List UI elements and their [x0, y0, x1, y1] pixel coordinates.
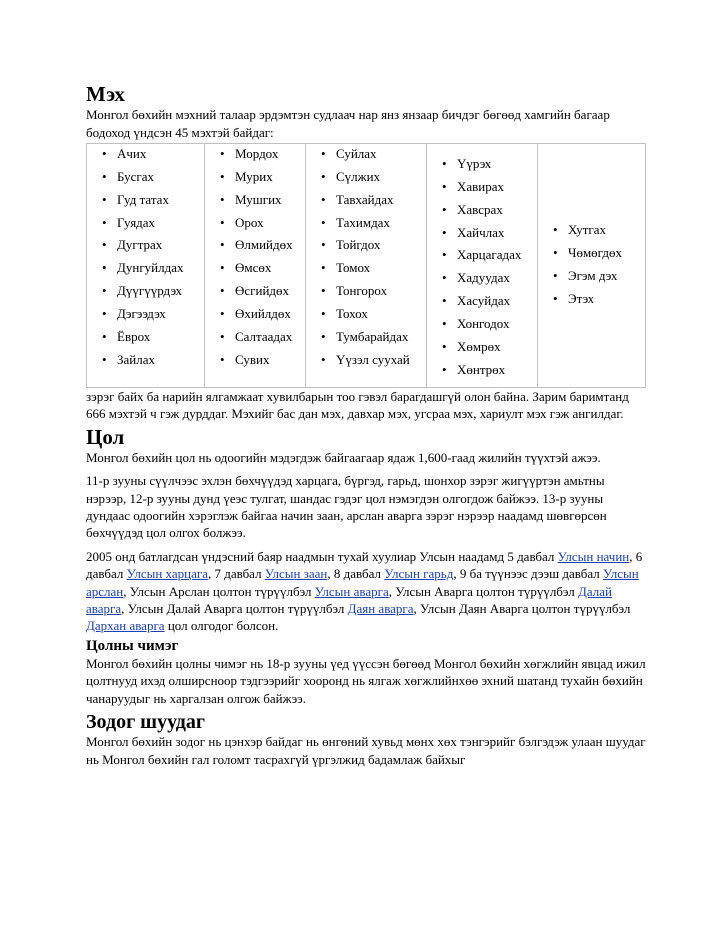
- list-item: [306, 283, 426, 300]
- tsol-paragraph-3: [86, 548, 646, 635]
- list-item: [87, 352, 204, 369]
- bullet-icon: •: [442, 224, 447, 240]
- technique-name: Чөмөгдөх: [568, 244, 622, 260]
- link-ulsyn-nachin[interactable]: Улсын начин: [557, 548, 630, 564]
- technique-name: Өмсөх: [235, 260, 272, 276]
- chimeg-paragraph: Монгол бөхийн цолны чимэг нь 18-р зууны үед үүссэн бөгөөд Монгол бөхийн хөгжлийн явцад ижил цолтнууд ихэд олширсноор тэдгээрийг хооронд нь ялгаж хөгжлийнхөө эхний шатанд тухайн бөхийн чанаруудыг нь харгалзан олгож байжээ.: [86, 656, 646, 706]
- techniques-column-2: [205, 143, 306, 387]
- list-item: [87, 169, 204, 186]
- technique-name: Ачих: [117, 145, 147, 161]
- list-item: [306, 169, 426, 186]
- bullet-icon: •: [321, 283, 326, 299]
- bullet-icon: •: [442, 247, 447, 263]
- technique-name: Тохох: [336, 306, 368, 322]
- text-segment: , Улсын Даян Аварга цолтон түрүүлбэл: [413, 600, 631, 616]
- bullet-icon: •: [321, 306, 326, 322]
- list-item: [427, 179, 537, 196]
- technique-name: Хөнтрөх: [457, 361, 506, 377]
- technique-name: Сувих: [235, 351, 270, 367]
- bullet-icon: •: [321, 329, 326, 345]
- technique-name: Үүрэх: [457, 155, 492, 171]
- technique-name: Хайчлах: [457, 224, 505, 240]
- bullet-icon: •: [102, 283, 107, 299]
- technique-name: Томох: [336, 260, 371, 276]
- link-ulsyn-arslan[interactable]: Улсын арслан: [86, 566, 639, 599]
- list-item: [427, 156, 537, 173]
- techniques-column-5: [538, 143, 646, 387]
- list-item: [87, 215, 204, 232]
- text-segment: , Улсын Далай Аварга цолтон түрүүлбэл: [121, 600, 348, 616]
- list-item: [306, 306, 426, 323]
- bullet-icon: •: [321, 351, 326, 367]
- list-item: [427, 225, 537, 242]
- bullet-icon: •: [442, 316, 447, 332]
- technique-name: Суйлах: [336, 145, 377, 161]
- techniques-table: [86, 143, 646, 388]
- text-segment: , 8 давбал: [327, 566, 385, 582]
- bullet-icon: •: [321, 214, 326, 230]
- link-dayan-avarga[interactable]: Даян аварга: [347, 600, 414, 616]
- technique-name: Тумбарайдах: [336, 329, 409, 345]
- list-item: [427, 293, 537, 310]
- text-segment: 2005 онд батлагдсан үндэсний баяр наадмын тухай хуулиар Улсын наадамд 5 давбал: [86, 548, 558, 564]
- bullet-icon: •: [102, 214, 107, 230]
- text-segment: , 9 ба түүнээс дээш давбал: [453, 566, 603, 582]
- technique-name: Хадуудах: [457, 270, 510, 286]
- techniques-column-3: [306, 143, 427, 387]
- section-title-zodog: Зодог шуудаг: [86, 711, 206, 734]
- technique-name: Гуядах: [117, 214, 156, 230]
- technique-name: Дунгуйлдах: [117, 260, 184, 276]
- article-page: [86, 83, 646, 768]
- technique-name: Тонгорох: [336, 283, 388, 299]
- list-item: [205, 169, 305, 186]
- list-item: [306, 192, 426, 209]
- bullet-icon: •: [220, 260, 225, 276]
- techniques-column-1: [87, 143, 205, 387]
- bullet-icon: •: [102, 329, 107, 345]
- technique-name: Тахимдах: [336, 214, 390, 230]
- list-item: [205, 352, 305, 369]
- tsol-paragraph-2: 11-р зууны сүүлчээс эхлэн бөхчүүдэд харцага, бүргэд, гарьд, шонхор зэрэг жигүүртэн амьтны нэрээр, 12-р зууны дунд үеэс тулгат, шандас гэдэг цол нэмэгдэн олгогдож байжээ. 13-р зууны дундаас одоогийн хэрэглэж байгаа начин заан, арслан аварга зэрэг нэрээр наадамд шөвгөрсөн бөхчүүдэд цол олгох болжээ.: [86, 473, 607, 541]
- link-ulsyn-avarga[interactable]: Улсын аварга: [314, 583, 389, 599]
- technique-name: Мушгих: [235, 191, 282, 207]
- list-item: [205, 306, 305, 323]
- bullet-icon: •: [220, 214, 225, 230]
- list-item: [87, 306, 204, 323]
- link-ulsyn-kharcaga[interactable]: Улсын харцага: [126, 566, 208, 582]
- bullet-icon: •: [442, 339, 447, 355]
- list-item: [87, 260, 204, 277]
- link-ulsyn-garid[interactable]: Улсын гарьд: [384, 566, 454, 582]
- bullet-icon: •: [442, 293, 447, 309]
- list-item: [427, 202, 537, 219]
- list-item: [427, 247, 537, 264]
- bullet-icon: •: [553, 244, 558, 260]
- list-item: [87, 146, 204, 163]
- list-item: [306, 215, 426, 232]
- bullet-icon: •: [102, 191, 107, 207]
- technique-name: Хавсрах: [457, 201, 503, 217]
- bullet-icon: •: [321, 237, 326, 253]
- technique-name: Хавирах: [457, 178, 505, 194]
- technique-name: Мордох: [235, 145, 279, 161]
- technique-name: Мурих: [235, 168, 273, 184]
- bullet-icon: •: [442, 361, 447, 377]
- technique-name: Этэх: [568, 290, 595, 306]
- technique-name: Орох: [235, 214, 264, 230]
- bullet-icon: •: [102, 145, 107, 161]
- technique-name: Сүлжих: [336, 168, 381, 184]
- bullet-icon: •: [321, 145, 326, 161]
- table-row: [87, 143, 646, 387]
- bullet-icon: •: [102, 168, 107, 184]
- text-segment: , 7 давбал: [207, 566, 265, 582]
- technique-name: Хутгах: [568, 221, 607, 237]
- technique-name: Харцагадах: [457, 247, 522, 263]
- technique-name: Эгэм дэх: [568, 267, 618, 283]
- list-item: [87, 329, 204, 346]
- list-item: [87, 283, 204, 300]
- list-item: [205, 283, 305, 300]
- techniques-column-4: [427, 143, 538, 387]
- bullet-icon: •: [442, 178, 447, 194]
- technique-name: Хөмрөх: [457, 339, 501, 355]
- list-item: [306, 329, 426, 346]
- meh-after-paragraph: зэрэг байх ба нарийн ялгамжаат хувилбарын тоо гэвэл барагдашгүй олон байна. Зарим баримтанд 666 мэхтэй ч гэж дурддаг. Мэхийг бас дан мэх, давхар мэх, угсраа мэх, хариулт мэх гэж ангилдаг.: [86, 388, 629, 422]
- link-dalai-avarga[interactable]: Далай аварга: [86, 583, 612, 616]
- list-item: [205, 237, 305, 254]
- list-item: [427, 339, 537, 356]
- bullet-icon: •: [321, 191, 326, 207]
- list-item: [306, 352, 426, 369]
- list-item: [538, 222, 645, 239]
- bullet-icon: •: [220, 145, 225, 161]
- technique-name: Дэгээдэх: [117, 306, 166, 322]
- bullet-icon: •: [220, 237, 225, 253]
- technique-name: Гуд татах: [117, 191, 169, 207]
- technique-name: Зайлах: [117, 351, 155, 367]
- technique-name: Хонгодох: [457, 316, 510, 332]
- bullet-icon: •: [220, 306, 225, 322]
- list-item: [427, 270, 537, 287]
- bullet-icon: •: [553, 267, 558, 283]
- technique-name: Үүзэл суухай: [336, 351, 410, 367]
- list-item: [306, 146, 426, 163]
- bullet-icon: •: [102, 237, 107, 253]
- bullet-icon: •: [220, 191, 225, 207]
- list-item: [205, 146, 305, 163]
- list-item: [205, 260, 305, 277]
- bullet-icon: •: [102, 260, 107, 276]
- list-item: [205, 215, 305, 232]
- bullet-icon: •: [321, 260, 326, 276]
- section-title-meh: Мэх: [86, 82, 125, 106]
- zodog-paragraph: Монгол бөхийн зодог нь цэнхэр байдаг нь өнгөний хувьд мөнх хөх тэнгэрийг бэлгэдэж улаан шуудаг нь Монгол бөхийн гал голомт тасрахгүй үргэлжид бадамлаж байхыг: [86, 734, 646, 767]
- list-item: [538, 268, 645, 285]
- bullet-icon: •: [220, 283, 225, 299]
- technique-name: Бусгах: [117, 168, 155, 184]
- list-item: [427, 316, 537, 333]
- text-segment: цол олгодог болсон.: [164, 618, 279, 634]
- bullet-icon: •: [553, 221, 558, 237]
- bullet-icon: •: [442, 201, 447, 217]
- list-item: [87, 192, 204, 209]
- list-item: [538, 245, 645, 262]
- list-item: [87, 237, 204, 254]
- bullet-icon: •: [553, 290, 558, 306]
- bullet-icon: •: [442, 270, 447, 286]
- technique-name: Өсгийдөх: [235, 283, 290, 299]
- link-ulsyn-zaan[interactable]: Улсын заан: [264, 566, 328, 582]
- technique-name: Өхийлдөх: [235, 306, 291, 322]
- list-item: [306, 237, 426, 254]
- technique-name: Тойгдох: [336, 237, 381, 253]
- bullet-icon: •: [442, 155, 447, 171]
- bullet-icon: •: [102, 306, 107, 322]
- list-item: [205, 192, 305, 209]
- technique-name: Дугтрах: [117, 237, 163, 253]
- text-segment: , 6 давбал: [86, 548, 643, 582]
- list-item: [427, 362, 537, 379]
- section-title-chimeg: Цолны чимэг: [86, 637, 179, 654]
- list-item: [538, 291, 645, 308]
- list-item: [205, 329, 305, 346]
- bullet-icon: •: [102, 351, 107, 367]
- bullet-icon: •: [220, 351, 225, 367]
- text-segment: , Улсын Арслан цолтон түрүүлбэл: [123, 583, 315, 599]
- link-darkhan-avarga[interactable]: Дархан аварга: [86, 618, 165, 634]
- technique-name: Тавхайдах: [336, 191, 394, 207]
- technique-name: Салтаадах: [235, 329, 293, 345]
- tsol-paragraph-1: Монгол бөхийн цол нь одоогийн мэдэгдэж байгаагаар ядаж 1,600-гаад жилийн түүхтэй ажээ.: [86, 449, 601, 465]
- technique-name: Ёврох: [117, 329, 151, 345]
- meh-intro-paragraph: Монгол бөхийн мэхний талаар эрдэмтэн судлаач нар янз янзаар бичдэг бөгөөд хамгийн багаар бодоход үндсэн 45 мэхтэй байдаг:: [86, 107, 610, 140]
- list-item: [306, 260, 426, 277]
- technique-name: Дүүгүүрдэх: [117, 283, 183, 299]
- bullet-icon: •: [220, 168, 225, 184]
- technique-name: Хасуйдах: [457, 293, 511, 309]
- bullet-icon: •: [321, 168, 326, 184]
- technique-name: Өлмийдөх: [235, 237, 293, 253]
- bullet-icon: •: [220, 329, 225, 345]
- section-title-tsol: Цол: [86, 424, 125, 449]
- text-segment: , Улсын Аварга цолтон түрүүлбэл: [388, 583, 579, 599]
